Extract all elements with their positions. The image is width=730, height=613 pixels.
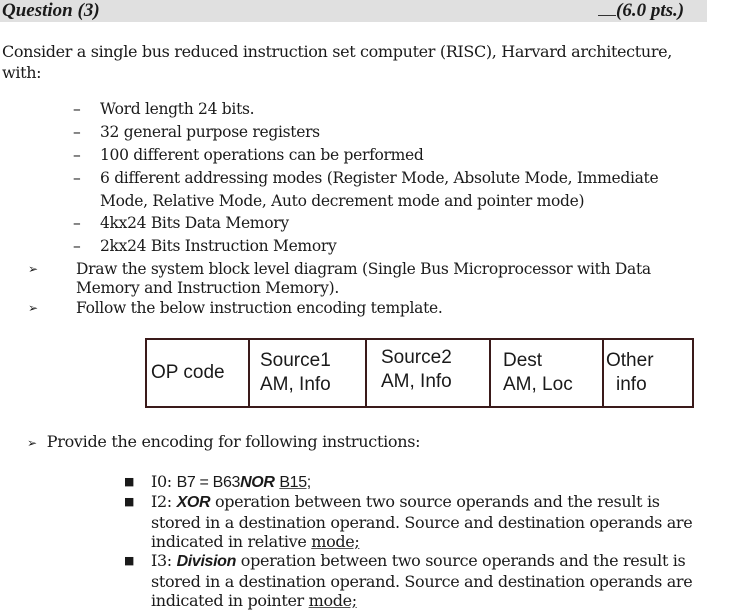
question-points: (6.0 pts.)	[598, 0, 684, 22]
enc-cell-other: Other info	[603, 339, 693, 407]
task-item-continuation: Memory and Instruction Memory).	[76, 279, 339, 297]
square-bullet-icon: ■	[124, 495, 135, 508]
encoding-template-table	[145, 338, 694, 408]
spec-item: – 32 general purpose registers	[73, 123, 320, 141]
question-title: Question (3)	[2, 0, 100, 21]
enc-cell-dest: Dest AM, Loc	[490, 339, 603, 407]
task-item: ➢ Follow the below instruction encoding template.	[28, 299, 443, 317]
task-item: ➢ Draw the system block level diagram (Single Bus Microprocessor with Data	[28, 260, 651, 278]
square-bullet-icon: ■	[124, 554, 135, 567]
instruction-i2: ■ I2: XOR operation between two source operands and the result is stored in a destination operand. Source and destination operands are indicated in relative mode;	[124, 492, 693, 551]
spec-item: – 6 different addressing modes (Register Mode, Absolute Mode, Immediate	[73, 169, 659, 187]
spec-item: – 4kx24 Bits Data Memory	[73, 214, 289, 232]
instruction-i3: ■ I3: Division operation between two source operands and the result is stored in a destination operand. Source and destination operands are indicated in pointer mode;	[124, 551, 693, 610]
spec-item: – 2kx24 Bits Instruction Memory	[73, 237, 337, 255]
spec-item: – 100 different operations can be performed	[73, 146, 424, 164]
provide-heading: ➢ Provide the encoding for following instructions:	[27, 432, 421, 451]
enc-cell-source1: Source1 AM, Info	[249, 339, 366, 407]
intro-paragraph: Consider a single bus reduced instruction set computer (RISC), Harvard architecture, with:	[2, 42, 672, 82]
enc-cell-source2: Source2 AM, Info	[366, 339, 490, 407]
enc-cell-opcode: OP code	[146, 339, 249, 407]
square-bullet-icon: ■	[124, 475, 135, 488]
arrow-bullet-icon: ➢	[27, 436, 37, 450]
arrow-bullet-icon: ➢	[28, 262, 38, 276]
arrow-bullet-icon: ➢	[28, 301, 38, 315]
spec-item: – Word length 24 bits.	[73, 100, 255, 118]
instruction-i0: ■ I0: B7 = B63NOR B15;	[124, 472, 311, 491]
spec-item-continuation: Mode, Relative Mode, Auto decrement mode and pointer mode)	[100, 192, 585, 210]
